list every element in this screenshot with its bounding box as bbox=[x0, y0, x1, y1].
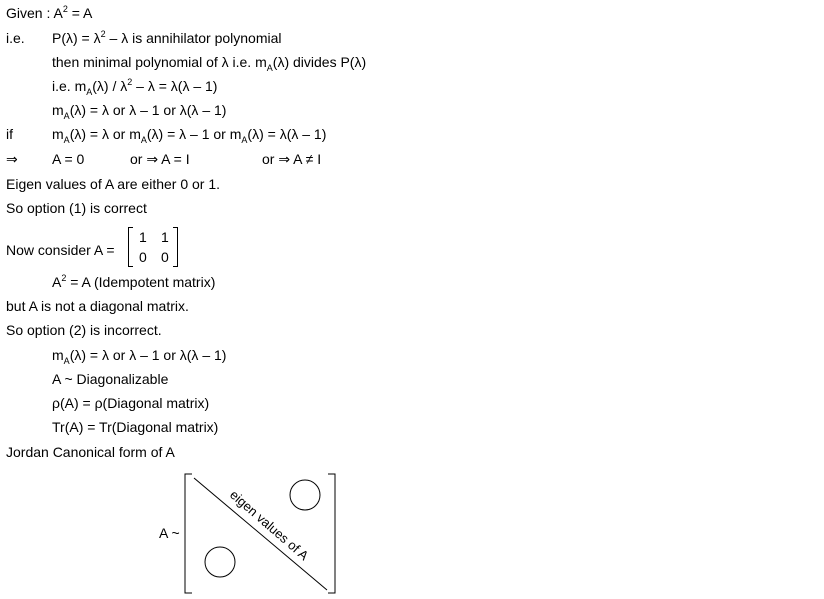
eigen-values-line: Eigen values of A are either 0 or 1. bbox=[6, 176, 221, 192]
lower-zero-block-circle bbox=[205, 547, 235, 577]
trace-line: Tr(A) = Tr(Diagonal matrix) bbox=[52, 419, 219, 435]
case-a-zero: A = 0 bbox=[52, 151, 85, 167]
diagonal-label: eigen values of A bbox=[227, 486, 312, 564]
ie-label: i.e. bbox=[6, 30, 25, 46]
matrix-cell-21: 0 bbox=[139, 249, 147, 265]
jordan-form-heading: Jordan Canonical form of A bbox=[6, 444, 175, 460]
matrix-cell-22: 0 bbox=[161, 249, 169, 265]
annihilator-line: $P(\lambda) = \lambda^2 - \lambda$ is annihilator polynomial bbox=[52, 29, 282, 46]
given-line: Given : $A^2 = A$ bbox=[6, 4, 93, 21]
matrix-cell-11: 1 bbox=[139, 229, 147, 245]
right-bracket bbox=[328, 474, 335, 593]
minimal-polynomial-line: then minimal polynomial of λ i.e. $m_A(\lambda)$ divides P(λ) bbox=[52, 54, 367, 73]
left-bracket bbox=[185, 474, 192, 593]
case-a-not-identity: or ⇒ A ≠ I bbox=[262, 151, 322, 167]
implies-symbol: ⇒ bbox=[6, 151, 18, 167]
not-diagonal-line: but A is not a diagonal matrix. bbox=[6, 298, 189, 314]
matrix-cell-12: 1 bbox=[161, 229, 169, 245]
idempotent-line: $A^2 = A$ (Idempotent matrix) bbox=[52, 273, 216, 290]
case-line: $m_A(\lambda) = \lambda$ or $m_A(\lambda) = \lambda - 1$ or $m_A(\lambda) = \lambda(\lambda - 1)$ bbox=[52, 126, 327, 145]
diagonalizable-line: A ~ Diagonalizable bbox=[52, 371, 169, 387]
minimal-polynomial-line-2: $m_A(\lambda) = \lambda$ or λ – 1 or λ(λ – 1) bbox=[52, 347, 227, 366]
if-label: if bbox=[6, 126, 13, 142]
case-a-identity: or ⇒ A = I bbox=[130, 151, 190, 167]
upper-zero-block-circle bbox=[290, 480, 320, 510]
division-line: i.e. $m_A(\lambda) / \lambda^2 - \lambda = \lambda(\lambda - 1)$ bbox=[52, 77, 218, 97]
option1-correct-line: So option (1) is correct bbox=[6, 200, 147, 216]
option2-incorrect-line: So option (2) is incorrect. bbox=[6, 322, 162, 338]
minimal-polynomial-options: $m_A(\lambda) = \lambda$ or λ – 1 or λ(λ – 1) bbox=[52, 102, 227, 121]
consider-line: Now consider A = bbox=[6, 242, 115, 258]
rank-line: ρ(A) = ρ(Diagonal matrix) bbox=[52, 395, 210, 411]
jordan-prefix: A ~ bbox=[159, 525, 180, 541]
diagonal-line bbox=[194, 478, 327, 590]
